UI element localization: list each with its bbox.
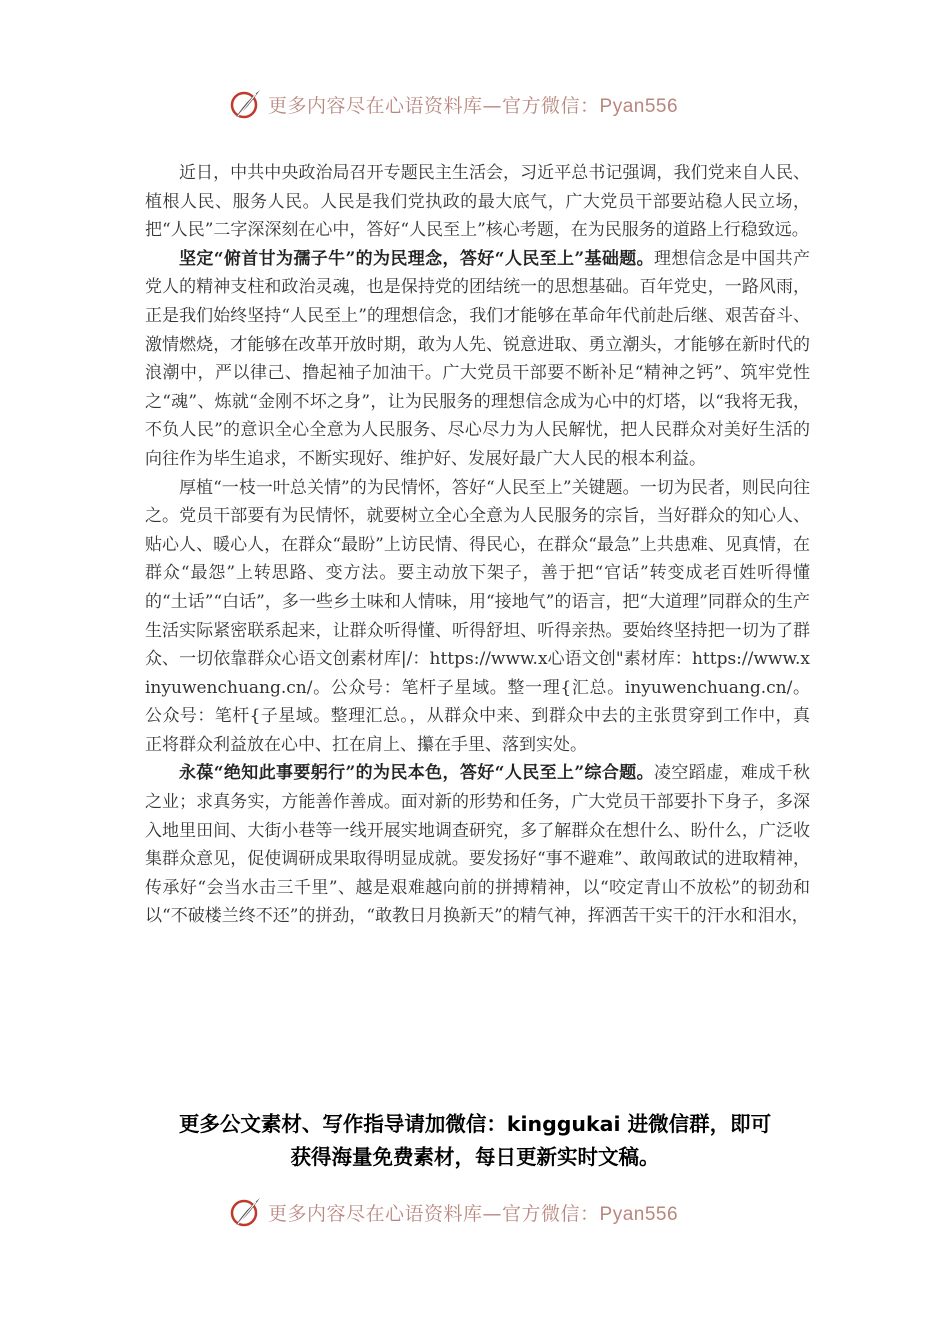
header-banner <box>228 86 748 122</box>
paragraph-text: 近日，中共中央政治局召开专题民主生活会，习近平总书记强调，我们党来自人民、植根人民、服务人民。人民是我们党执政的最大底气，广大党员干部要站稳人民立场，把“人民”二字深深刻在心中，答好“人民至上”核心考题，在为民服务的道路上行稳致远。 <box>145 163 810 241</box>
promo-line-2: 获得海量免费素材，每日更新实时文稿。 <box>290 1145 660 1169</box>
paragraph-lead: 永葆“绝知此事要躬行”的为民本色，答好“人民至上”综合题。 <box>179 763 654 784</box>
paragraph-text: 理想信念是中国共产党人的精神支柱和政治灵魂，也是保持党的团结统一的思想基础。百年党史，一路风雨，正是我们始终坚持“人民至上”的理想信念，我们才能够在革命年代前赴后继、艰苦奋斗、激情燃烧，才能够在改革开放时期，敢为人先、锐意进取、勇立潮头，才能够在新时代的浪潮中，严以律己、撸起袖子加油干。广大党员干部要不断补足“精神之钙”、筑牢党性之“魂”、炼就“金刚不坏之身”，让为民服务的理想信念成为心中的灯塔，以“我将无我，不负人民”的意识全心全意为人民服务、尽心尽力为人民解忧，把人民群众对美好生活的向往作为毕生追求，不断实现好、维护好、发展好最广大人民的根本利益。 <box>145 248 810 469</box>
header-banner-handle: Pyan556 <box>599 95 679 117</box>
paragraph-feelings <box>145 474 810 760</box>
paragraph-lead: 坚定“俯首甘为孺子牛”的为民理念，答好“人民至上”基础题。 <box>179 248 654 269</box>
article-body <box>145 159 810 931</box>
header-banner-text: 更多内容尽在心语资料库—官方微信：Pyan556 <box>268 94 679 117</box>
feather-logo-icon <box>228 86 264 122</box>
footer-banner-handle: Pyan556 <box>599 1203 679 1225</box>
paragraph-text: 凌空蹈虚，难成千秋之业；求真务实，方能善作善成。面对新的形势和任务，广大党员干部要扑下身子，多深入地里田间、大街小巷等一线开展实地调查研究，多了解群众在想什么、盼什么，广泛收集群众意见，促使调研成果取得明显成就。要发扬好“事不避难”、敢闯敢试的进取精神，传承好“会当水击三千里”、越是艰难越向前的拼搏精神，以“咬定青山不放松”的韧劲和以“不破楼兰终不还”的拼劲，“敢教日月换新天”的精气神，挥洒苦干实干的汗水和泪水， <box>145 763 810 927</box>
paragraph-ideals <box>145 245 810 474</box>
promo-notice <box>110 1108 840 1174</box>
paragraph-intro <box>145 159 810 245</box>
feather-logo-icon <box>228 1194 264 1230</box>
paragraph-practice <box>145 759 810 931</box>
footer-banner-text: 更多内容尽在心语资料库—官方微信：Pyan556 <box>268 1202 679 1225</box>
paragraph-text: 厚植“一枝一叶总关情”的为民情怀，答好“人民至上”关键题。一切为民者，则民向往之。党员干部要有为民情怀，就要树立全心全意为人民服务的宗旨，当好群众的知心人、贴心人、暖心人，在群众“最盼”上访民情、得民心，在群众“最急”上共患难、见真情，在群众“最怨”上转思路、变方法。要主动放下架子，善于把“官话”转变成老百姓听得懂的“土话”“白话”，多一些乡土味和人情味，用“接地气”的语言，把“大道理”同群众的生产生活实际紧密联系起来，让群众听得懂、听得舒坦、听得亲热。要始终坚持把一切为了群众、一切依靠群众心语文创素材库|/：https://www.x心语文创"素材库：https://www.xinyuwenchuang.cn/。公众号：笔杆子星域。整一理{汇总。inyuwenchuang.cn/。公众号：笔杆{子星域。整理汇总。，从群众中来、到群众中去的主张贯穿到工作中，真正将群众利益放在心中、扛在肩上、攥在手里、落到实处。 <box>145 477 810 755</box>
footer-banner <box>228 1194 748 1230</box>
promo-line-1: 更多公文素材、写作指导请加微信：kinggukai 进微信群，即可 <box>178 1112 772 1136</box>
